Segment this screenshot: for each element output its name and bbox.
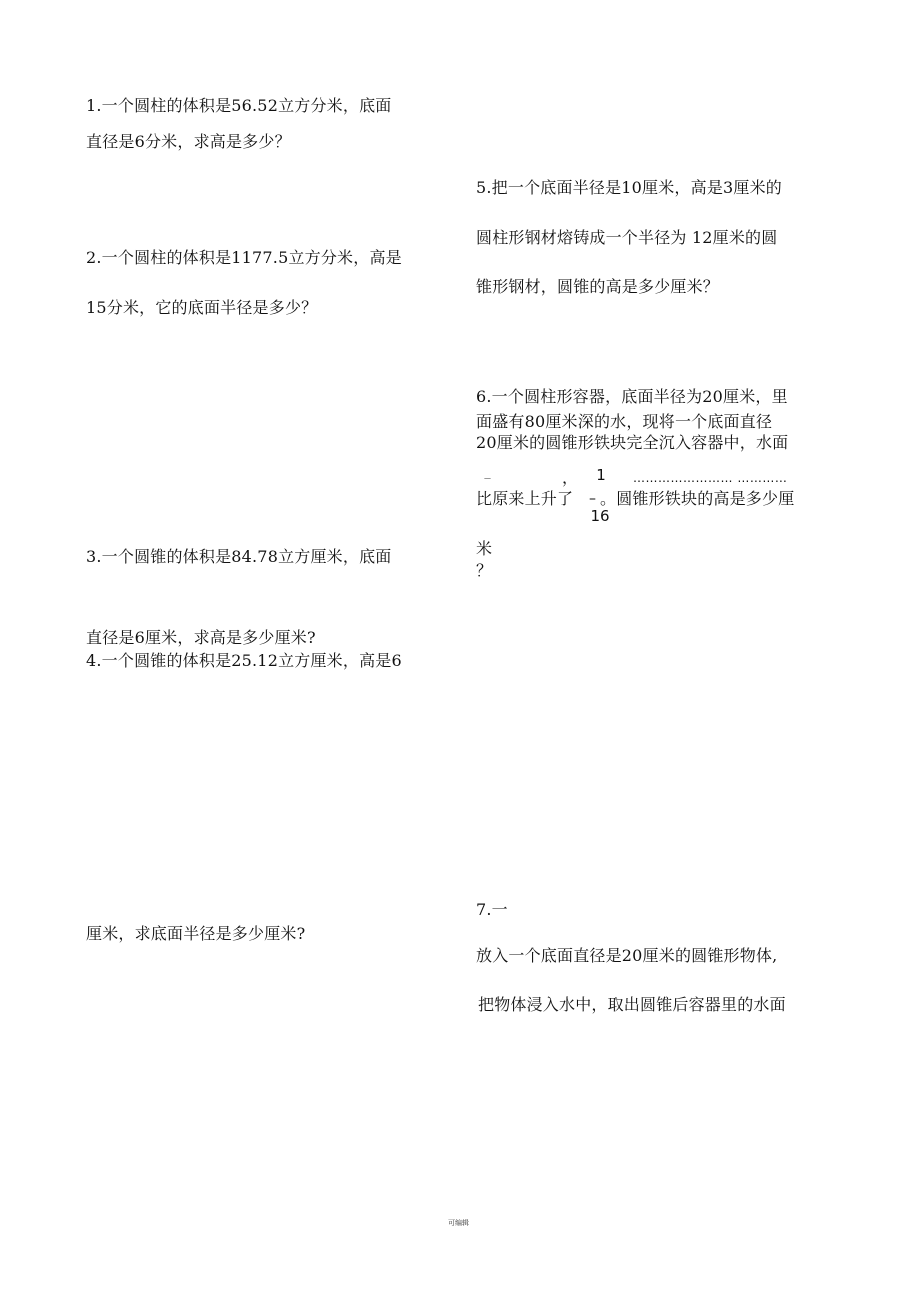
q1-line2: 直径是6分米，求高是多少？	[86, 132, 291, 151]
q1-line1: 1.一个圆柱的体积是56.52立方分米，底面	[86, 96, 392, 115]
q6-line1: 6.一个圆柱形容器，底面半径为20厘米，里	[476, 387, 788, 406]
q3-line2: 直径是6厘米，求高是多少厘米?	[86, 628, 316, 647]
q2-line1: 2.一个圆柱的体积是1177.5立方分米，高是	[86, 248, 402, 267]
q5-line3: 锥形钢材，圆锥的高是多少厘米？	[476, 277, 720, 296]
q5-line1: 5.把一个底面半径是10厘米，高是3厘米的	[476, 178, 783, 197]
q6-line4-suffix: 。圆锥形铁块的高是多少厘	[600, 489, 795, 508]
q5-line2: 圆柱形钢材熔铸成一个半径为 12厘米的圆	[476, 228, 778, 247]
q7-line1: 7.一	[476, 900, 508, 919]
q6-artifact-mark: —	[484, 474, 491, 482]
q3-line1: 3.一个圆锥的体积是84.78立方厘米，底面	[86, 547, 392, 566]
q2-line2: 15分米，它的底面半径是多少？	[86, 298, 318, 317]
q4-line1: 4.一个圆锥的体积是25.12立方厘米，高是6	[86, 651, 402, 670]
q6-line6: ？	[476, 561, 493, 580]
q6-line2: 面盛有80厘米深的水，现将一个底面直径	[476, 412, 773, 431]
q7-line3: 把物体浸入水中，取出圆锥后容器里的水面	[478, 995, 786, 1014]
q6-line5: 米	[476, 539, 493, 558]
q6-line4-dash: –	[589, 491, 597, 507]
footer-editable-label: 可编辑	[448, 1219, 469, 1227]
q7-line2: 放入一个底面直径是20厘米的圆锥形物体,	[476, 946, 778, 965]
q6-dots: …………………… …………	[633, 471, 788, 485]
q6-fraction-denominator: 16	[590, 507, 610, 525]
q6-fraction-numerator: 1	[596, 466, 606, 484]
q4-line2: 厘米，求底面半径是多少厘米?	[86, 924, 306, 943]
q6-line3: 20厘米的圆锥形铁块完全沉入容器中，水面	[476, 433, 789, 452]
q6-comma: ，	[562, 468, 579, 487]
q6-line4-prefix: 比原来上升了	[476, 489, 574, 508]
